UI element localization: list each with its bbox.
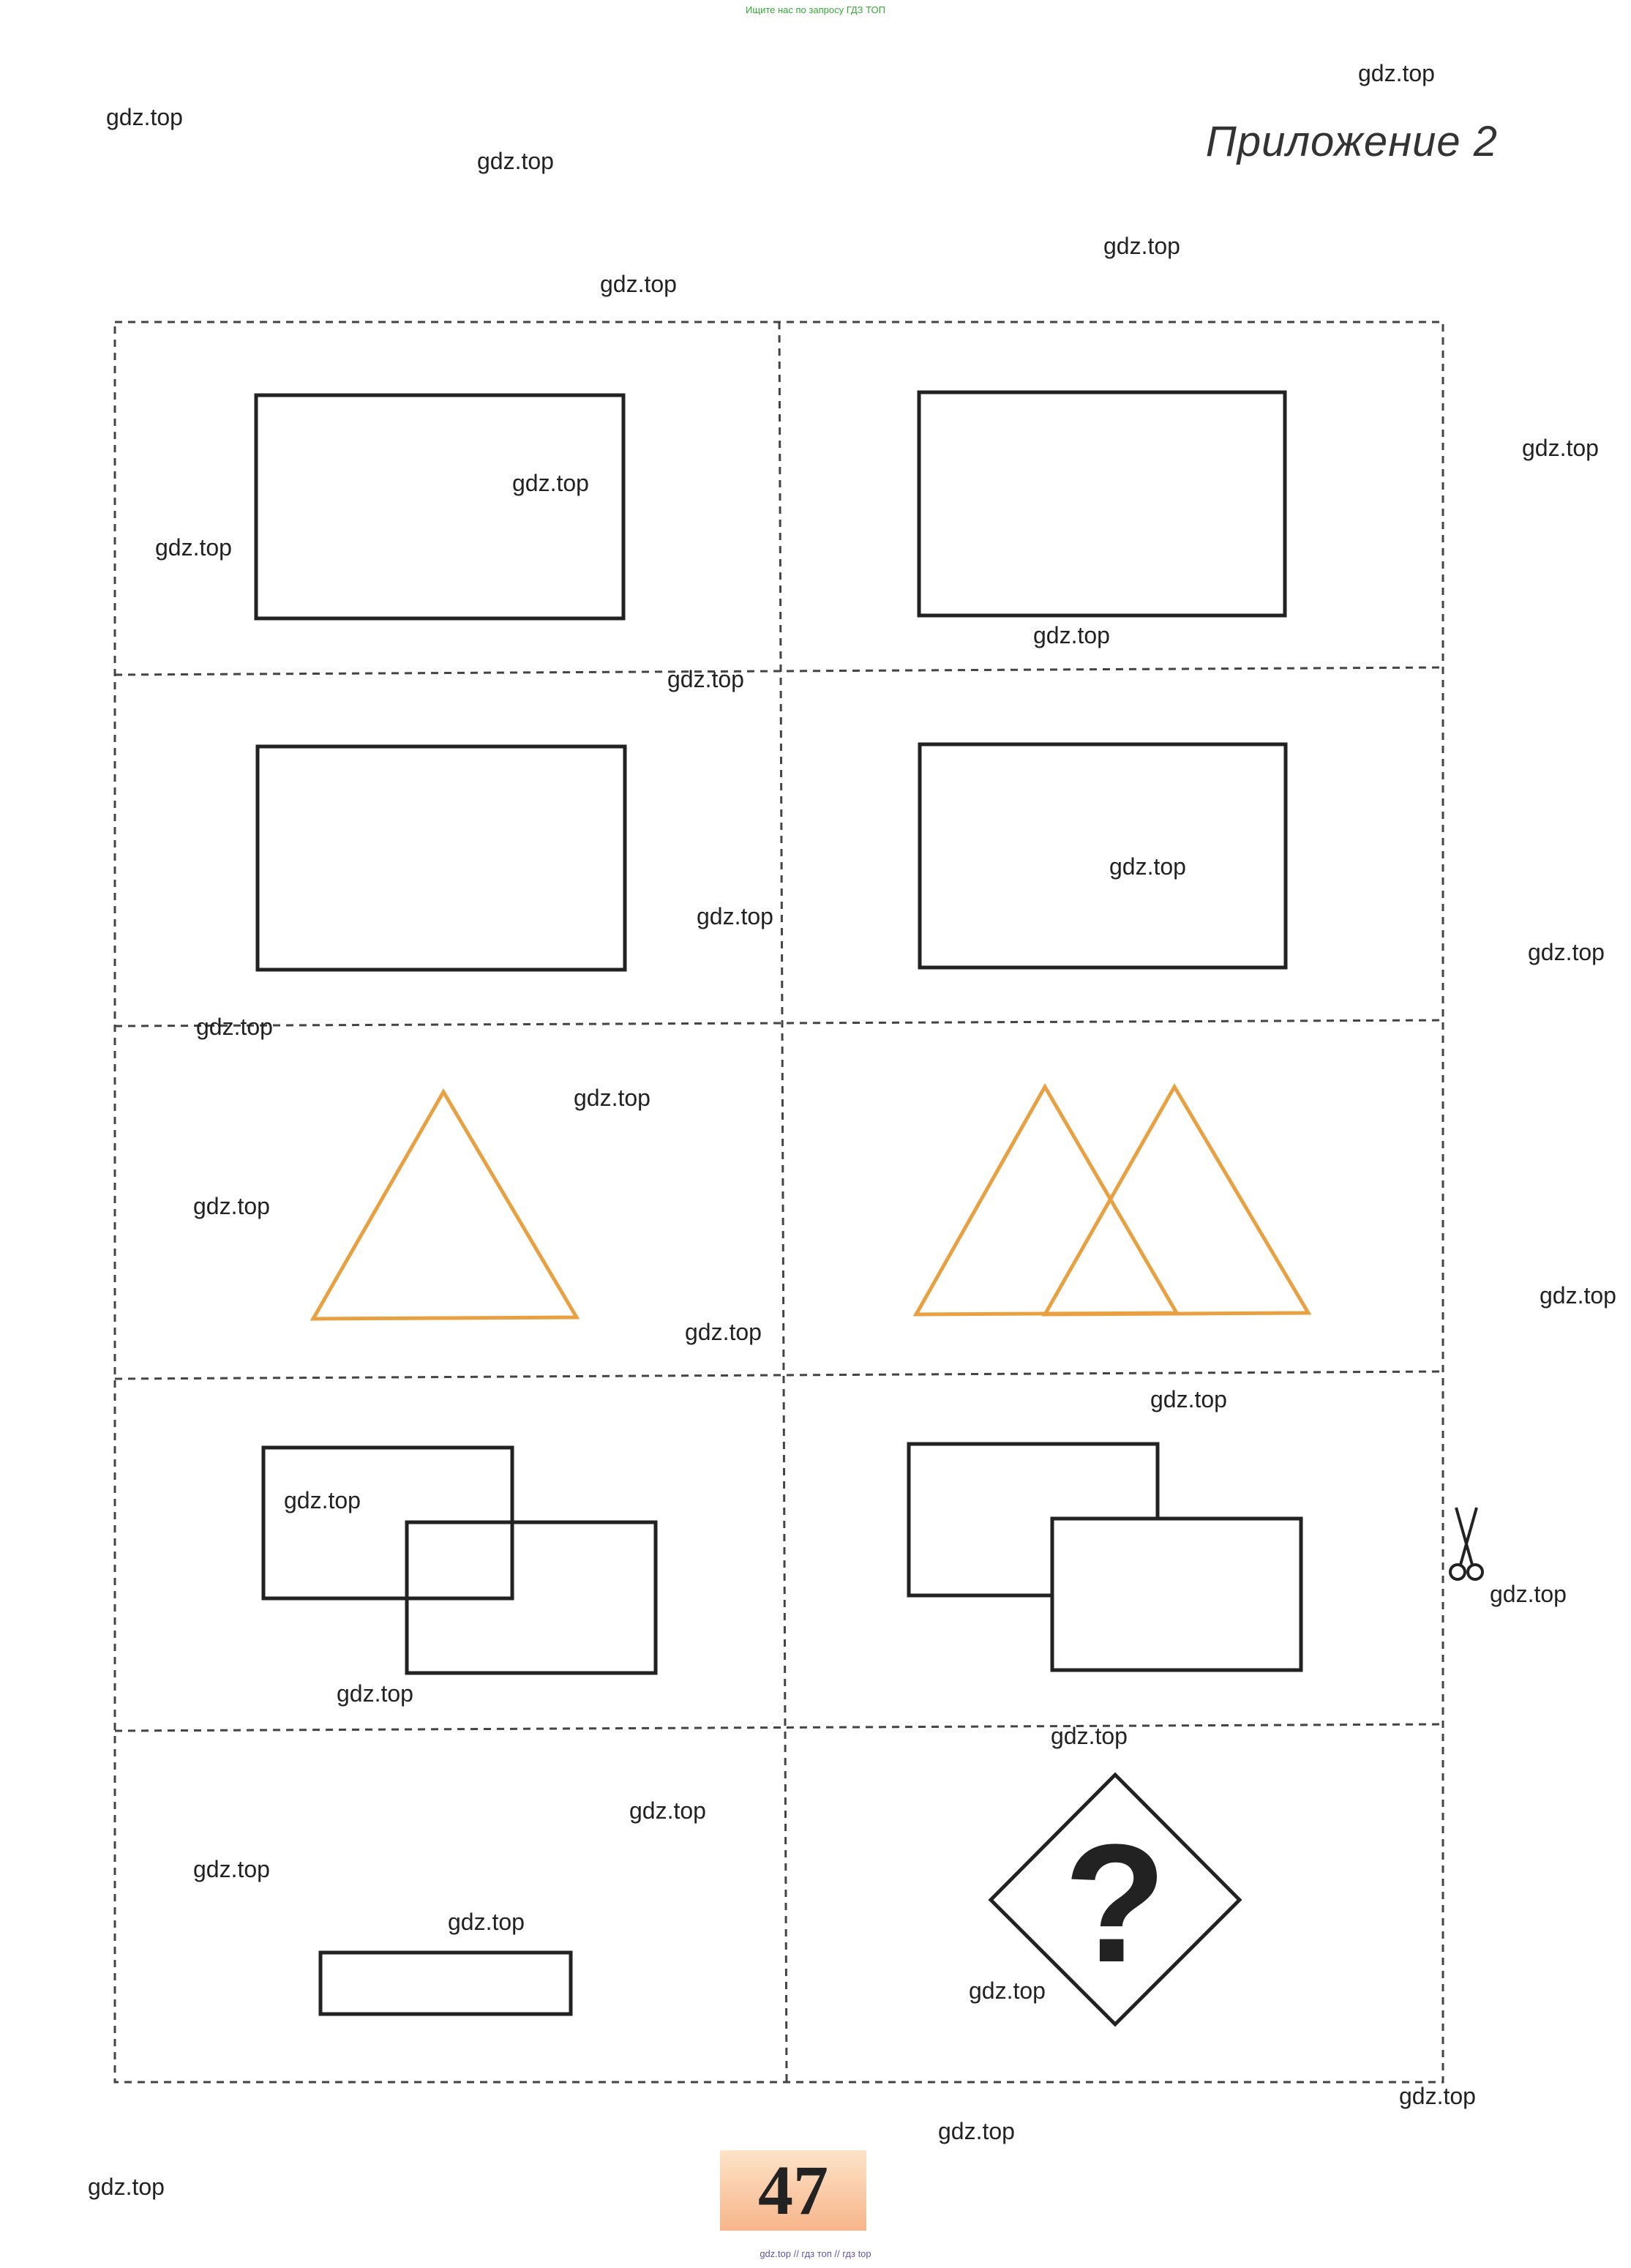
card-triangle: [313, 1092, 577, 1319]
watermark: gdz.top: [1540, 1282, 1616, 1309]
watermark: gdz.top: [1522, 435, 1599, 461]
watermark: gdz.top: [1150, 1386, 1227, 1412]
rectangle-shape: [919, 392, 1285, 615]
rectangle-shape: [256, 395, 623, 618]
watermark: gdz.top: [448, 1909, 525, 1935]
watermark: gdz.top: [1051, 1723, 1128, 1749]
triangle-shape-right: [1045, 1087, 1308, 1314]
watermark: gdz.top: [667, 666, 744, 692]
card-rectangle-1: [256, 395, 623, 618]
card-overlapping-rectangles-2: [909, 1444, 1301, 1670]
rectangle-shape: [920, 744, 1286, 968]
watermark: gdz.top: [193, 1193, 270, 1219]
triangle-shape: [313, 1092, 577, 1319]
watermark: gdz.top: [106, 104, 183, 130]
top-note: Ищите нас по запросу ГДЗ ТОП: [746, 4, 885, 15]
watermark: gdz.top: [1490, 1581, 1567, 1607]
watermark: gdz.top: [155, 534, 232, 561]
watermark: gdz.top: [1528, 939, 1605, 965]
card-rectangle-3: [258, 746, 625, 970]
watermark: gdz.top: [938, 2118, 1015, 2144]
watermark: gdz.top: [193, 1856, 270, 1882]
watermark: gdz.top: [629, 1797, 706, 1824]
watermark: gdz.top: [477, 148, 554, 174]
watermark: gdz.top: [1109, 853, 1186, 880]
page-title: Приложение 2: [1205, 118, 1498, 165]
watermark: gdz.top: [685, 1319, 762, 1345]
watermark: gdz.top: [1103, 233, 1180, 259]
watermark: gdz.top: [337, 1680, 413, 1707]
watermark: gdz.top: [1399, 2083, 1476, 2109]
watermark: gdz.top: [969, 1977, 1046, 2004]
rectangle-shape-front: [1052, 1519, 1301, 1670]
watermark: gdz.top: [697, 903, 773, 929]
watermark: gdz.top: [1358, 60, 1435, 86]
watermark: gdz.top: [284, 1487, 361, 1513]
card-small-rectangle: [320, 1953, 571, 2014]
page-number: 47: [720, 2150, 866, 2231]
scissors-icon: [1450, 1508, 1482, 1579]
card-rectangle-2: [919, 392, 1285, 615]
triangle-shape-left: [916, 1087, 1177, 1314]
rectangle-shape: [258, 746, 625, 970]
watermark: gdz.top: [1033, 622, 1110, 648]
question-mark: ?: [1063, 1809, 1167, 1997]
watermark: gdz.top: [196, 1014, 273, 1040]
watermark: gdz.top: [88, 2174, 165, 2200]
rectangle-shape: [320, 1953, 571, 2014]
card-two-triangles: [916, 1087, 1308, 1314]
footer-note: gdz.top // гдз топ // гдз top: [760, 2248, 871, 2259]
watermark: gdz.top: [600, 271, 677, 297]
card-rectangle-4: [920, 744, 1286, 968]
watermark: gdz.top: [512, 470, 589, 496]
watermark: gdz.top: [574, 1085, 650, 1111]
card-overlapping-rectangles-1: [263, 1448, 656, 1673]
